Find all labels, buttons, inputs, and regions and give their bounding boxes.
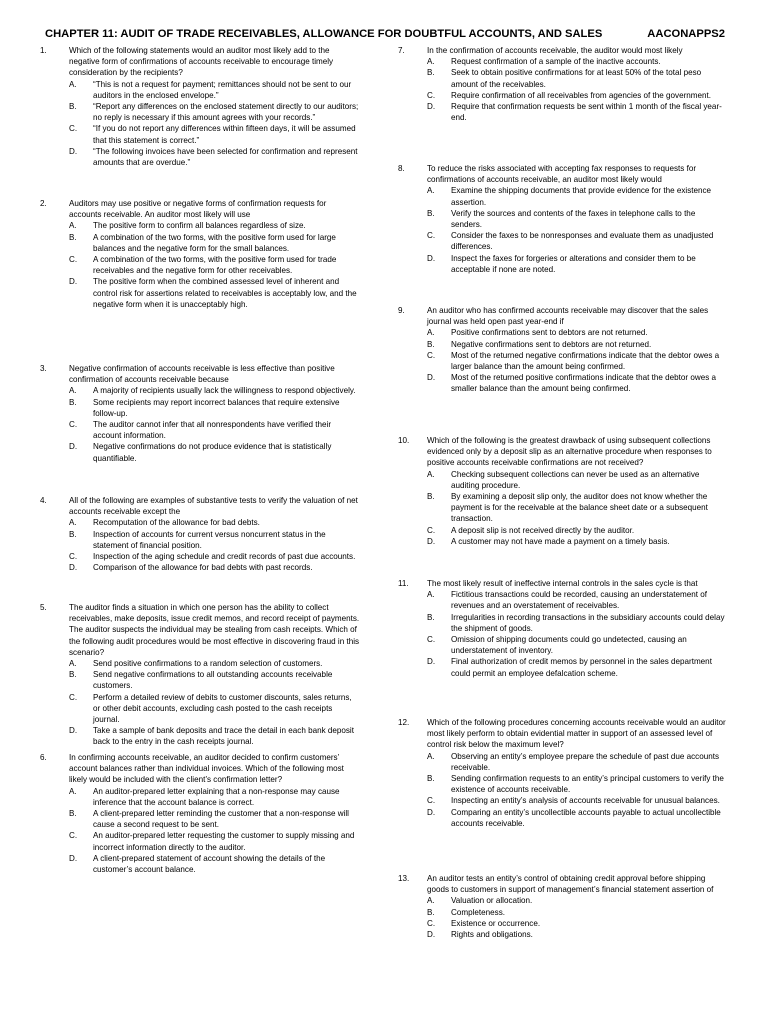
answer-option — [69, 692, 360, 726]
option-letter: A. — [427, 57, 435, 67]
option-letter: C. — [69, 831, 78, 841]
question-number: 1. — [40, 46, 47, 55]
option-letter: B. — [427, 208, 435, 218]
option-text: The positive form to confirm all balances regardless of size. — [93, 221, 306, 231]
answer-option — [427, 795, 728, 806]
question-number: 3. — [40, 364, 47, 373]
answer-option — [427, 751, 728, 773]
question-number: 10. — [398, 436, 410, 445]
question-stem: To reduce the risks associated with accepting fax responses to requests for confirmations of accounts receivable, an auditor most likely would — [427, 164, 697, 185]
chapter-title: CHAPTER 11: AUDIT OF TRADE RECEIVABLES, ALLOWANCE FOR DOUBTFUL ACCOUNTS, AND SALES — [45, 28, 603, 40]
answer-option — [69, 529, 360, 551]
question-stem: Which of the following statements would an auditor most likely add to the negative form of confirmations of accounts receivable to encourage timely consideration by the recipients? — [69, 46, 334, 78]
option-text: Observing an entity’s employee prepare the schedule of past due accounts receivable. — [451, 751, 720, 772]
option-text: A combination of the two forms, with the positive form used for trade receivables and the negative form for other receivables. — [93, 255, 337, 276]
question-10 — [398, 435, 728, 547]
option-text: A client-prepared statement of account showing the details of the customer’s account balance. — [93, 853, 326, 875]
option-letter: B. — [69, 397, 77, 407]
answer-option — [69, 808, 360, 830]
page-header — [45, 28, 725, 42]
question-stem: Negative confirmation of accounts receivable is less effective than positive confirmation of accounts receivable because — [69, 364, 335, 385]
answer-option — [427, 339, 728, 350]
answer-option — [69, 419, 360, 441]
option-text: A customer may not have made a payment on a timely basis. — [451, 536, 670, 546]
option-letter: B. — [69, 102, 77, 112]
option-text: Send positive confirmations to a random selection of customers. — [93, 659, 323, 669]
question-number: 7. — [398, 46, 405, 55]
answer-option — [427, 350, 728, 372]
option-letter: A. — [69, 221, 77, 231]
answer-option — [427, 67, 728, 89]
option-letter: D. — [427, 536, 436, 546]
option-text: Inspect the faxes for forgeries or alterations and consider them to be acceptable if none are noted. — [451, 253, 696, 274]
option-letter: D. — [69, 277, 78, 287]
answer-option — [69, 397, 360, 419]
answer-option — [427, 929, 728, 940]
option-text: Inspection of accounts for current versus noncurrent status in the statement of financial position. — [93, 529, 326, 550]
answer-option — [427, 372, 728, 394]
option-letter: C. — [427, 525, 436, 535]
option-text: Inspecting an entity’s analysis of accounts receivable for unusual balances. — [451, 796, 720, 806]
option-text: Negative confirmations do not produce evidence that is statistically quantifiable. — [93, 442, 332, 463]
option-letter: B. — [427, 907, 435, 917]
option-letter: D. — [427, 657, 436, 667]
question-stem: Which of the following is the greatest drawback of using subsequent collections evidenced only by a deposit slip as an alternative procedure when responses to positive accounts receivable confirmations are not received? — [427, 436, 712, 468]
question-stem: In confirming accounts receivable, an auditor decided to confirm customers’ account balances rather than individual invoices. Which of the following most likely would be included with the client’s confirmation letter? — [69, 753, 344, 785]
option-letter: A. — [427, 469, 435, 479]
question-1 — [40, 45, 360, 168]
question-number: 2. — [40, 199, 47, 208]
document-code: AACONAPPS2 — [647, 28, 725, 40]
answer-option — [69, 441, 360, 463]
answer-option — [427, 634, 728, 656]
option-text: Some recipients may report incorrect balances that require extensive follow-up. — [93, 397, 340, 418]
option-letter: A. — [427, 186, 435, 196]
answer-option — [427, 656, 728, 678]
option-text: Require that confirmation requests be sent within 1 month of the fiscal year-end. — [451, 102, 722, 123]
answer-option — [69, 220, 360, 231]
option-letter: C. — [427, 90, 436, 100]
answer-option — [69, 853, 360, 875]
option-letter: A. — [427, 751, 435, 761]
option-letter: D. — [69, 853, 78, 863]
question-stem: An auditor who has confirmed accounts receivable may discover that the sales journal was held open past year-end if — [427, 306, 709, 327]
option-letter: C. — [427, 796, 436, 806]
answer-option — [69, 123, 360, 145]
question-7 — [398, 45, 728, 123]
answer-option — [69, 385, 360, 396]
option-text: Inspection of the aging schedule and credit records of past due accounts. — [93, 552, 356, 562]
answer-option — [427, 327, 728, 338]
question-stem: Which of the following procedures concerning accounts receivable would an auditor most likely perform to obtain evidential matter in support of an assessed level of control risk below the maximum level? — [427, 718, 726, 750]
question-3 — [40, 363, 360, 464]
question-4 — [40, 495, 360, 573]
answer-option — [427, 56, 728, 67]
question-stem: The most likely result of ineffective internal controls in the sales cycle is that — [427, 579, 698, 588]
answer-option — [69, 658, 360, 669]
option-letter: C. — [69, 124, 78, 134]
option-text: By examining a deposit slip only, the auditor does not know whether the payment is for the receivable at the balance sheet date or a subsequent transaction. — [451, 492, 708, 524]
answer-option — [69, 517, 360, 528]
option-text: “This is not a request for payment; remittances should not be sent to our auditors in the enclosed envelope.” — [93, 79, 352, 100]
option-letter: A. — [69, 659, 77, 669]
option-letter: A. — [427, 896, 435, 906]
answer-option — [427, 536, 728, 547]
option-letter: B. — [69, 809, 77, 819]
answer-option — [427, 208, 728, 230]
option-letter: C. — [69, 255, 78, 265]
option-text: Send negative confirmations to all outstanding accounts receivable customers. — [93, 670, 333, 691]
question-13 — [398, 873, 728, 940]
option-text: “The following invoices have been selected for confirmation and represent amounts that are overdue.” — [93, 146, 358, 168]
option-text: “If you do not report any differences within fifteen days, it will be assumed that this statement is correct.” — [93, 124, 356, 145]
option-text: “Report any differences on the enclosed statement directly to our auditors; no reply is necessary if this amount agrees with your records.” — [93, 102, 359, 123]
question-number: 5. — [40, 603, 47, 612]
option-text: Verify the sources and contents of the faxes in telephone calls to the senders. — [451, 208, 696, 230]
answer-option — [69, 254, 360, 276]
option-text: A combination of the two forms, with the positive form used for large balances and the negative form for the small balances. — [93, 232, 336, 253]
option-text: An auditor-prepared letter explaining that a non-response may cause inference that the account balance is correct. — [93, 786, 340, 807]
answer-option — [427, 90, 728, 101]
option-text: Omission of shipping documents could go undetected, causing an understatement of inventory. — [451, 635, 687, 656]
answer-option — [69, 830, 360, 852]
option-letter: B. — [427, 492, 435, 502]
option-text: Comparison of the allowance for bad debts with past records. — [93, 563, 313, 573]
option-text: Request confirmation of a sample of the inactive accounts. — [451, 57, 661, 67]
option-text: The positive form when the combined assessed level of inherent and control risk for assertions related to receivables is acceptably low, and the negative form when it is unacceptably high. — [93, 277, 357, 309]
option-letter: D. — [427, 807, 436, 817]
option-text: Examine the shipping documents that provide evidence for the existence assertion. — [451, 186, 712, 207]
option-letter: B. — [427, 774, 435, 784]
option-letter: A. — [427, 328, 435, 338]
answer-option — [69, 669, 360, 691]
option-text: Irregularities in recording transactions in the subsidiary accounts could delay the shipment of goods. — [451, 612, 725, 633]
answer-option — [69, 276, 360, 310]
option-text: Existence or occurrence. — [451, 918, 541, 928]
answer-option — [427, 895, 728, 906]
option-letter: D. — [69, 563, 78, 573]
option-letter: A. — [69, 518, 77, 528]
option-text: Sending confirmation requests to an entity’s principal customers to verify the existence of accounts receivable. — [451, 774, 724, 795]
option-letter: C. — [427, 635, 436, 645]
option-text: Checking subsequent collections can never be used as an alternative auditing procedure. — [451, 469, 700, 490]
option-text: Fictitious transactions could be recorded, causing an understatement of revenues and an overstatement of receivables. — [451, 590, 707, 611]
question-stem: In the confirmation of accounts receivable, the auditor would most likely — [427, 46, 683, 55]
option-text: The auditor cannot infer that all nonrespondents have verified their account information. — [93, 420, 332, 441]
answer-option — [427, 469, 728, 491]
answer-option — [427, 773, 728, 795]
question-8 — [398, 163, 728, 275]
option-letter: C. — [69, 420, 78, 430]
option-text: Final authorization of credit memos by personnel in the sales department could permit an employee defalcation scheme. — [451, 657, 712, 678]
question-number: 12. — [398, 718, 410, 727]
option-letter: B. — [69, 232, 77, 242]
answer-option — [427, 491, 728, 525]
option-text: Perform a detailed review of debits to customer discounts, sales returns, or other debit accounts, excluding cash posted to the cash receipts journal. — [93, 692, 352, 725]
option-letter: D. — [427, 930, 436, 940]
option-letter: D. — [427, 102, 436, 112]
option-text: Positive confirmations sent to debtors are not returned. — [451, 328, 648, 338]
option-letter: B. — [427, 68, 435, 78]
option-text: Completeness. — [451, 907, 505, 917]
option-letter: D. — [69, 146, 78, 156]
option-letter: B. — [427, 339, 435, 349]
option-letter: A. — [427, 590, 435, 600]
option-letter: C. — [69, 552, 78, 562]
option-text: Require confirmation of all receivables from agencies of the government. — [451, 90, 712, 100]
answer-option — [69, 232, 360, 254]
option-text: A majority of recipients usually lack the willingness to respond objectively. — [93, 386, 356, 396]
option-letter: A. — [69, 386, 77, 396]
option-text: Negative confirmations sent to debtors are not returned. — [451, 339, 652, 349]
question-number: 8. — [398, 164, 405, 173]
question-12 — [398, 717, 728, 829]
option-text: Comparing an entity’s uncollectible accounts payable to actual uncollectible accounts receivable. — [451, 807, 721, 828]
answer-option — [427, 253, 728, 275]
option-letter: C. — [427, 231, 436, 241]
option-text: Recomputation of the allowance for bad debts. — [93, 518, 260, 528]
answer-option — [427, 807, 728, 829]
option-text: An auditor-prepared letter requesting the customer to supply missing and incorrect information directly to the auditor. — [93, 831, 355, 852]
question-number: 9. — [398, 306, 405, 315]
option-text: Most of the returned negative confirmations indicate that the debtor owes a larger balance than the amount being confirmed. — [451, 350, 720, 372]
answer-option — [69, 562, 360, 573]
question-5 — [40, 602, 360, 748]
option-text: A deposit slip is not received directly by the auditor. — [451, 525, 635, 535]
answer-option — [427, 525, 728, 536]
answer-option — [427, 918, 728, 929]
question-2 — [40, 198, 360, 310]
question-number: 4. — [40, 496, 47, 505]
question-number: 13. — [398, 874, 410, 883]
answer-option — [69, 146, 360, 168]
option-text: Rights and obligations. — [451, 930, 533, 940]
question-number: 11. — [398, 579, 409, 588]
option-letter: A. — [69, 786, 77, 796]
answer-option — [427, 589, 728, 611]
option-letter: D. — [427, 253, 436, 263]
answer-option — [427, 101, 728, 123]
option-letter: B. — [427, 612, 435, 622]
option-text: Seek to obtain positive confirmations for at least 50% of the total peso amount of the receivables. — [451, 68, 702, 89]
option-letter: D. — [69, 726, 78, 736]
option-text: Take a sample of bank deposits and trace the detail in each bank deposit back to the entry in the cash receipts journal. — [93, 726, 354, 747]
question-number: 6. — [40, 753, 47, 762]
option-letter: C. — [427, 918, 436, 928]
question-stem: All of the following are examples of substantive tests to verify the valuation of net accounts receivable except the — [69, 496, 358, 517]
answer-option — [427, 230, 728, 252]
answer-option — [69, 79, 360, 101]
question-6 — [40, 752, 360, 875]
answer-option — [427, 612, 728, 634]
option-text: A client-prepared letter reminding the customer that a non-response will cause a second request to be sent. — [93, 809, 349, 830]
answer-option — [69, 551, 360, 562]
option-text: Valuation or allocation. — [451, 896, 533, 906]
answer-option — [427, 185, 728, 207]
answer-option — [69, 786, 360, 808]
answer-option — [427, 907, 728, 918]
option-letter: D. — [427, 373, 436, 383]
question-stem: An auditor tests an entity’s control of obtaining credit approval before shipping goods to customers in support of management’s financial statement assertion of — [427, 874, 714, 895]
question-stem: The auditor finds a situation in which one person has the ability to collect receivables, make deposits, issue credit memos, and record receipt of payments. The auditor suspects the individual may be stealing from cash receipts. Which of the following audit procedures would be most effective in discovering fraud in this scenario? — [69, 603, 360, 657]
option-letter: D. — [69, 442, 78, 452]
answer-option — [69, 101, 360, 123]
question-11 — [398, 578, 728, 679]
answer-option — [69, 725, 360, 747]
option-text: Most of the returned positive confirmations indicate that the debtor owes a smaller balance than the amount being confirmed. — [451, 373, 716, 394]
option-letter: C. — [427, 350, 436, 360]
question-9 — [398, 305, 728, 395]
option-letter: B. — [69, 670, 77, 680]
option-letter: B. — [69, 529, 77, 539]
question-stem: Auditors may use positive or negative forms of confirmation requests for accounts receivable. An auditor most likely will use — [69, 199, 327, 220]
option-letter: A. — [69, 79, 77, 89]
option-letter: C. — [69, 692, 78, 702]
option-text: Consider the faxes to be nonresponses and evaluate them as unadjusted differences. — [451, 231, 714, 252]
